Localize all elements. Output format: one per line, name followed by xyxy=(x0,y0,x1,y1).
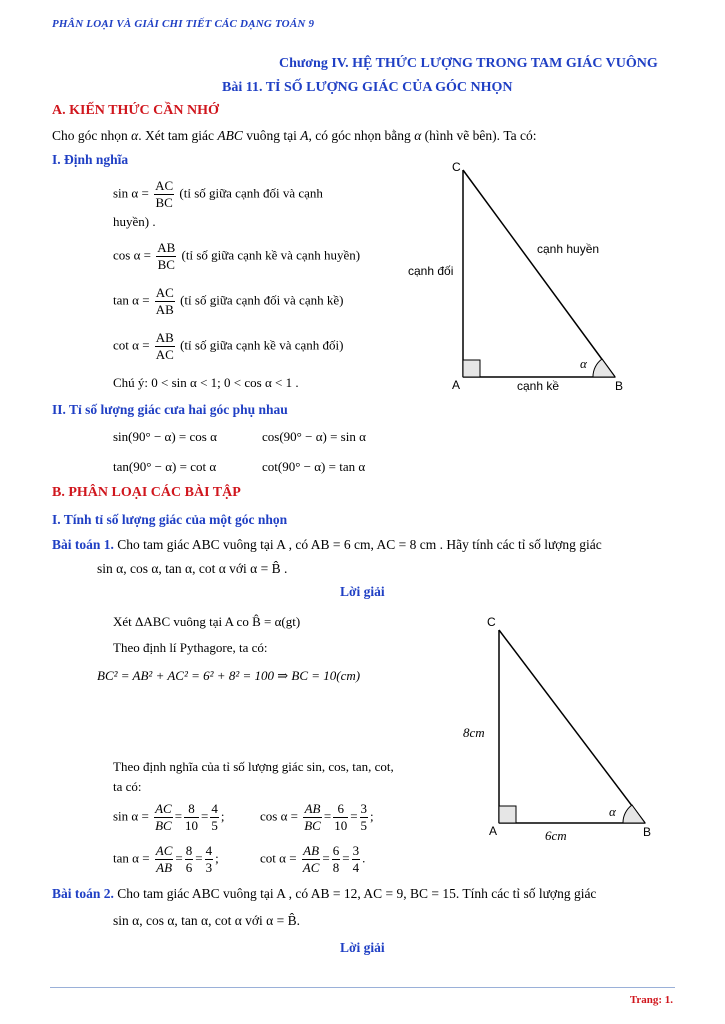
cos-denominator: BC xyxy=(157,257,175,272)
intro-abc: ABC xyxy=(217,128,243,143)
def-sin-cont: huyền) . xyxy=(113,214,156,229)
p1-cot-label: cot α = xyxy=(260,850,297,866)
complementary-heading: II. Tỉ số lượng giác cưa hai góc phụ nhau xyxy=(52,402,288,417)
p1-tan-frac-1-den: AB xyxy=(156,860,173,875)
chapter-title: Chương IV. HỆ THỨC LƯỢNG TRONG TAM GIÁC VUÔNG xyxy=(279,56,658,71)
section-b-heading: B. PHÂN LOẠI CÁC BÀI TẬP xyxy=(52,485,241,500)
problem-2-statement xyxy=(52,886,596,902)
problem-1-text: Cho tam giác ABC vuông tại A , có AB = 6 cm, AC = 8 cm . Hãy tính các tỉ số lượng giác xyxy=(117,537,602,552)
fig2-label-b: B xyxy=(643,825,652,839)
p1-sin-frac-1-den: BC xyxy=(155,818,172,833)
formula-tan-complement: tan(90° − α) = cot α xyxy=(113,459,217,474)
fig2-side-ab-label: 6cm xyxy=(545,828,567,843)
problem-2-label: Bài toán 2. xyxy=(52,886,114,901)
p1-step-5: ta có: xyxy=(113,779,142,794)
intro-text-3: vuông tại xyxy=(246,128,297,143)
cot-numerator: AB xyxy=(155,330,174,345)
problem-2-statement-2: sin α, cos α, tan α, cot α với α = B̂. xyxy=(113,913,300,928)
fig2-label-c: C xyxy=(487,615,496,629)
intro-a: A xyxy=(300,128,309,143)
p1-sin-frac-1-num: AC xyxy=(155,801,172,816)
p1-sin-frac-3-den: 5 xyxy=(211,818,218,833)
section-a-heading: A. KIẾN THỨC CẦN NHỚ xyxy=(52,103,219,118)
fig1-angle-arc xyxy=(593,359,615,377)
fig1-opposite-label: cạnh đối xyxy=(408,264,454,278)
p1-cot-frac-1-num: AB xyxy=(303,843,320,858)
fig2-angle-arc xyxy=(623,805,645,823)
p1-cos-frac-1-den: BC xyxy=(304,818,321,833)
p1-sin-label: sin α = xyxy=(113,808,149,824)
intro-text-1: Cho góc nhọn xyxy=(52,128,128,143)
p1-cot-frac-3-den: 4 xyxy=(352,860,360,875)
p1-cos-frac-1 xyxy=(303,801,322,834)
fig1-label-b: B xyxy=(615,379,624,393)
intro-alpha-2: α xyxy=(414,128,422,143)
cot-denominator: AC xyxy=(155,347,174,362)
fig1-side-bc xyxy=(463,170,615,377)
p1-tan-frac-2-den: 6 xyxy=(185,860,193,875)
page-header: PHÂN LOẠI VÀ GIẢI CHI TIẾT CÁC DẠNG TOÁN 9 xyxy=(52,18,315,30)
intro-alpha: α xyxy=(131,128,139,143)
tan-fraction xyxy=(155,285,175,318)
fig2-side-bc xyxy=(499,630,645,823)
def-note: Chú ý: 0 < sin α < 1; 0 < cos α < 1 . xyxy=(113,375,299,390)
sin-label: sin α = xyxy=(113,185,149,201)
p1-cot-frac-1 xyxy=(302,843,321,876)
p1-tan-frac-3 xyxy=(205,843,214,876)
fig1-hypotenuse-label: cạnh huyền xyxy=(537,242,600,256)
p1-sin-result: sin α = $\frac{AC}{BC}$ = $\frac{8}{10}$ = $\frac{4}{5}$ ; xyxy=(113,801,225,833)
cot-fraction xyxy=(155,330,175,363)
fig2-alpha-label: α xyxy=(609,804,616,819)
p1-cot-frac-3-num: 3 xyxy=(352,843,360,858)
problem-2-solution-heading: Lời giải xyxy=(340,940,385,955)
p1-step-3: BC² = AB² + AC² = 6² + 8² = 100 ⇒ BC = 10(cm) xyxy=(97,668,361,683)
fig2-right-angle xyxy=(499,806,516,823)
p1-cot-frac-2-den: 8 xyxy=(332,860,340,875)
lesson-title: Bài 11. TỈ SỐ LƯỢNG GIÁC CỦA GÓC NHỌN xyxy=(222,80,513,95)
p1-sin-frac-1 xyxy=(154,801,173,834)
cos-numerator: AB xyxy=(157,240,176,255)
tan-label: tan α = xyxy=(113,292,150,308)
intro-text-4: , có góc nhọn bằng xyxy=(308,128,411,143)
p1-step-1: Xét ΔABC vuông tại A co B̂ = α(gt) xyxy=(113,614,301,629)
p1-cos-frac-1-num: AB xyxy=(304,801,321,816)
cos-note: (tỉ số giữa cạnh kề và cạnh huyền) xyxy=(181,247,361,263)
cos-label: cos α = xyxy=(113,247,151,263)
cos-fraction xyxy=(156,240,176,273)
def-tan xyxy=(113,285,343,318)
formula-sin-complement: sin(90° − α) = cos α xyxy=(113,429,217,444)
p1-tan-frac-1 xyxy=(155,843,174,876)
intro-text-5: (hình vẽ bên). Ta có: xyxy=(424,128,537,143)
subsection-1-heading: I. Tính tỉ số lượng giác của một góc nhọn xyxy=(52,512,288,527)
p1-sin-frac-3 xyxy=(210,801,219,834)
figure-1-triangle xyxy=(400,155,650,400)
def-sin xyxy=(113,178,323,211)
problem-1-label: Bài toán 1. xyxy=(52,537,114,552)
problem-1-statement-2: sin α, cos α, tan α, cot α với α = B̂ . xyxy=(97,561,288,576)
cot-note: (tỉ số giữa cạnh kề và cạnh đối) xyxy=(180,337,344,353)
sin-numerator: AC xyxy=(155,178,174,193)
p1-cot-frac-1-den: AC xyxy=(302,860,320,875)
p1-sin-frac-2 xyxy=(184,801,199,834)
p1-step-4: Theo định nghĩa của tỉ số lượng giác sin, cos, tan, cot, xyxy=(113,759,394,774)
p1-tan-frac-2-num: 8 xyxy=(185,843,193,858)
tan-numerator: AC xyxy=(155,285,174,300)
sin-note: (tỉ số giữa cạnh đối và cạnh xyxy=(179,185,323,201)
p1-tan-frac-3-den: 3 xyxy=(205,860,213,875)
p1-tan-frac-1-num: AC xyxy=(155,843,173,858)
fig2-side-ac-label: 8cm xyxy=(463,725,485,740)
def-cos xyxy=(113,240,360,273)
footer-divider xyxy=(50,987,675,988)
figure-2-triangle xyxy=(455,612,670,844)
problem-2-text: Cho tam giác ABC vuông tại A , có AB = 12, AC = 9, BC = 15. Tính các tỉ số lượng giác xyxy=(117,886,597,901)
tan-denominator: AB xyxy=(155,302,174,317)
p1-tan-frac-2 xyxy=(185,843,194,876)
p1-cos-frac-3-den: 5 xyxy=(360,818,368,833)
fig1-right-angle xyxy=(463,360,480,377)
sin-denominator: BC xyxy=(155,195,173,210)
fig1-alpha-label: α xyxy=(580,356,587,371)
cot-label: cot α = xyxy=(113,337,150,353)
p1-sin-frac-3-num: 4 xyxy=(211,801,218,816)
intro-text-2: . Xét tam giác xyxy=(138,128,214,143)
intro-line xyxy=(52,128,537,144)
def-cot xyxy=(113,330,343,363)
p1-cos-label: cos α = xyxy=(260,808,298,824)
p1-cos-frac-2-den: 10 xyxy=(334,818,348,833)
problem-1-statement xyxy=(52,537,602,553)
p1-cot-frac-2 xyxy=(332,843,341,876)
p1-step-2: Theo định lí Pythagore, ta có: xyxy=(113,640,268,655)
sin-fraction xyxy=(154,178,174,211)
formula-cot-complement: cot(90° − α) = tan α xyxy=(262,459,366,474)
p1-sin-frac-2-den: 10 xyxy=(185,818,199,833)
p1-cos-frac-2-num: 6 xyxy=(333,801,348,818)
p1-sin-frac-2-num: 8 xyxy=(184,801,199,818)
fig1-adjacent-label: cạnh kề xyxy=(517,379,560,393)
fig1-label-c: C xyxy=(452,160,461,174)
p1-tan-result: tan α = $\frac{AC}{AB}$ = $\frac{8}{6}$ = $\frac{4}{3}$ ; xyxy=(113,843,219,875)
fig1-label-a: A xyxy=(452,378,461,392)
p1-cos-frac-2 xyxy=(333,801,348,834)
p1-cos-frac-3-num: 3 xyxy=(360,801,368,816)
p1-cos-frac-3 xyxy=(360,801,369,834)
formula-cos-complement: cos(90° − α) = sin α xyxy=(262,429,366,444)
p1-cot-frac-3 xyxy=(352,843,361,876)
fig2-label-a: A xyxy=(489,824,498,838)
p1-cot-result: cot α = $\frac{AB}{AC}$ = $\frac{6}{8}$ = $\frac{3}{4}$ . xyxy=(260,843,366,875)
p1-tan-label: tan α = xyxy=(113,850,150,866)
problem-1-solution-heading: Lời giải xyxy=(340,584,385,599)
p1-tan-frac-3-num: 4 xyxy=(205,843,213,858)
definition-heading: I. Định nghĩa xyxy=(52,152,129,167)
p1-cos-result: cos α = $\frac{AB}{BC}$ = $\frac{6}{10}$ = $\frac{3}{5}$ ; xyxy=(260,801,374,833)
p1-cot-frac-2-num: 6 xyxy=(332,843,340,858)
tan-note: (tỉ số giữa cạnh đối và cạnh kề) xyxy=(180,292,344,308)
page-number: Trang: 1. xyxy=(629,994,673,1006)
